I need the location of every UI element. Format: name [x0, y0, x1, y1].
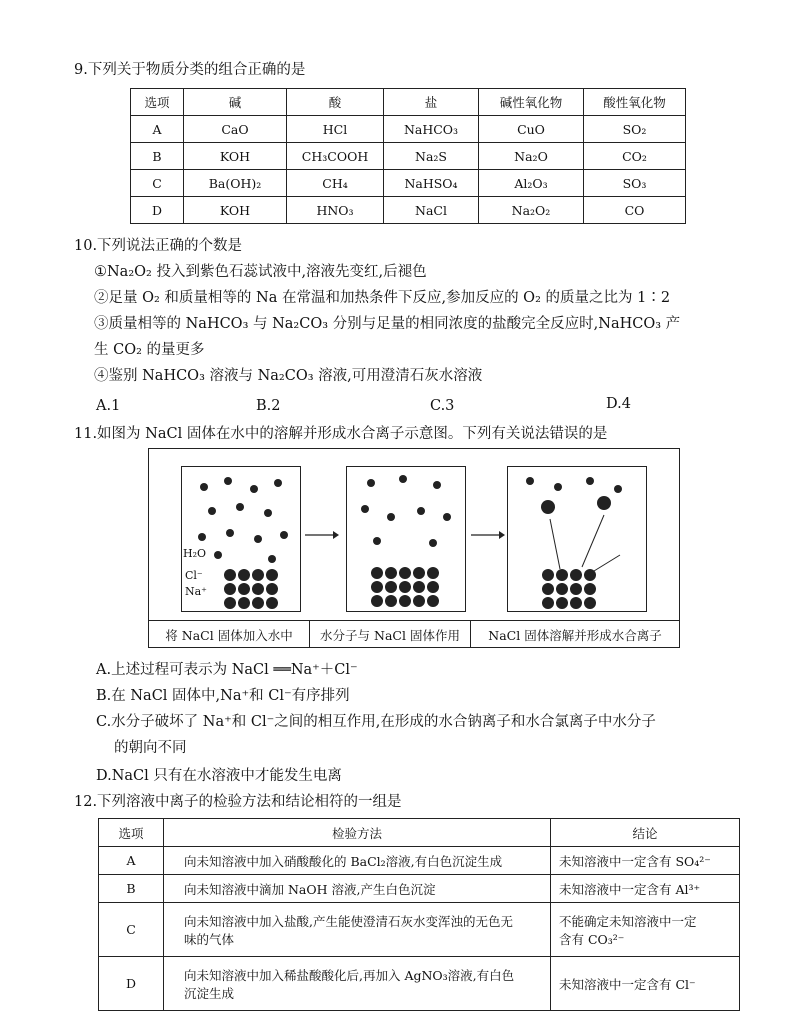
panel-hydrated-ions	[507, 466, 647, 612]
cell: HCl	[287, 116, 384, 143]
cell: Al₂O₃	[479, 170, 584, 197]
table-row	[131, 143, 686, 170]
cell: C	[131, 170, 184, 197]
arrow-right-icon	[303, 529, 339, 541]
cell: SO₃	[584, 170, 686, 197]
cell-conclusion: 未知溶液中一定含有 Al³⁺	[551, 875, 740, 903]
q10-option-d: D.4	[606, 396, 631, 412]
table-row	[99, 847, 740, 875]
label-cl-ion: Cl⁻	[185, 569, 203, 582]
cell: NaHSO₄	[384, 170, 479, 197]
q12-stem: 12.下列溶液中离子的检验方法和结论相符的一组是	[74, 794, 402, 810]
cell: Na₂O	[479, 143, 584, 170]
q10-statement-1: ①Na₂O₂ 投入到紫色石蕊试液中,溶液先变红,后褪色	[94, 264, 427, 280]
caption-step-3: NaCl 固体溶解并形成水合离子	[488, 627, 662, 643]
cell: CO	[584, 197, 686, 224]
q10-stem: 10.下列说法正确的个数是	[74, 238, 243, 254]
figure-caption-row	[149, 620, 679, 648]
q10-statement-2: ②足量 O₂ 和质量相等的 Na 在常温和加热条件下反应,参加反应的 O₂ 的质量之比为 1∶2	[94, 290, 671, 306]
q12-header: 检验方法	[164, 819, 551, 847]
q10-option-a: A.1	[96, 398, 121, 414]
cell-method	[164, 957, 551, 1011]
caption-step-2: 水分子与 NaCl 固体作用	[310, 621, 471, 648]
q11-option-d: D.NaCl 只有在水溶液中才能发生电离	[96, 768, 342, 784]
label-na-ion: Na⁺	[185, 585, 207, 598]
method-line-1: 向未知溶液中加入盐酸,产生能使澄清石灰水变浑浊的无色无	[184, 913, 513, 929]
q12-header: 结论	[551, 819, 740, 847]
conclusion-line-2: 含有 CO₃²⁻	[559, 931, 625, 947]
cell-conclusion: 未知溶液中一定含有 SO₄²⁻	[551, 847, 740, 875]
table-row	[99, 957, 740, 1011]
arrow-right-icon	[469, 529, 505, 541]
q12-header-row	[99, 819, 740, 847]
q10-statement-3a: ③质量相等的 NaHCO₃ 与 Na₂CO₃ 分别与足量的相同浓度的盐酸完全反应时,NaHCO₃ 产	[94, 316, 681, 332]
caption-step-1: 将 NaCl 固体加入水中	[149, 621, 310, 648]
q11-option-c: C.水分子破坏了 Na⁺和 Cl⁻之间的相互作用,在形成的水合钠离子和水合氯离子中水分子	[96, 714, 656, 730]
q9-stem: 9.下列关于物质分类的组合正确的是	[74, 62, 306, 78]
cell: Na₂O₂	[479, 197, 584, 224]
cell: CO₂	[584, 143, 686, 170]
method-line-2: 味的气体	[184, 931, 235, 947]
cell-method: 向未知溶液中加入硝酸酸化的 BaCl₂溶液,有白色沉淀生成	[164, 847, 551, 875]
label-h2o: H₂O	[183, 547, 207, 560]
table-row	[99, 875, 740, 903]
table-row	[131, 170, 686, 197]
cell: CuO	[479, 116, 584, 143]
q10-option-c: C.3	[430, 398, 455, 414]
q11-option-a: A.上述过程可表示为 NaCl ══Na⁺＋Cl⁻	[96, 662, 358, 678]
q11-option-c-cont: 的朝向不同	[114, 740, 187, 756]
conclusion-line-1: 不能确定未知溶液中一定	[559, 913, 697, 929]
q9-header-row	[131, 89, 686, 116]
q12-header: 选项	[99, 819, 164, 847]
cell: HNO₃	[287, 197, 384, 224]
cell-conclusion: 未知溶液中一定含有 Cl⁻	[551, 957, 740, 1011]
q9-header: 酸性氧化物	[584, 89, 686, 116]
q10-statement-4: ④鉴别 NaHCO₃ 溶液与 Na₂CO₃ 溶液,可用澄清石灰水溶液	[94, 368, 483, 384]
method-line-1: 向未知溶液中加入稀盐酸酸化后,再加入 AgNO₃溶液,有白色	[184, 967, 515, 983]
molecule-diagram-2	[347, 467, 465, 611]
cell: KOH	[184, 197, 287, 224]
cell-option: C	[99, 903, 164, 957]
cell: NaHCO₃	[384, 116, 479, 143]
q12-table	[98, 818, 740, 1011]
cell: CH₃COOH	[287, 143, 384, 170]
q10-option-b: B.2	[256, 398, 281, 414]
cell: D	[131, 197, 184, 224]
cell: B	[131, 143, 184, 170]
cell-method: 向未知溶液中滴加 NaOH 溶液,产生白色沉淀	[164, 875, 551, 903]
q9-header: 盐	[384, 89, 479, 116]
molecule-diagram-3	[508, 467, 646, 611]
q11-stem: 11.如图为 NaCl 固体在水中的溶解并形成水合离子示意图。下列有关说法错误的是	[74, 426, 608, 442]
q9-header: 碱	[184, 89, 287, 116]
q9-table	[130, 88, 686, 224]
cell-conclusion	[551, 903, 740, 957]
cell-option: B	[99, 875, 164, 903]
panel-water-interacts	[346, 466, 466, 612]
q9-header: 选项	[131, 89, 184, 116]
cell: CH₄	[287, 170, 384, 197]
cell: A	[131, 116, 184, 143]
table-row	[131, 197, 686, 224]
cell-option: D	[99, 957, 164, 1011]
cell: KOH	[184, 143, 287, 170]
q11-option-b: B.在 NaCl 固体中,Na⁺和 Cl⁻有序排列	[96, 688, 350, 704]
q9-header: 碱性氧化物	[479, 89, 584, 116]
cell: Na₂S	[384, 143, 479, 170]
q10-statement-3b: 生 CO₂ 的量更多	[94, 342, 205, 358]
table-row	[131, 116, 686, 143]
table-row	[99, 903, 740, 957]
q9-header: 酸	[287, 89, 384, 116]
nacl-dissolution-figure	[148, 448, 680, 648]
cell: CaO	[184, 116, 287, 143]
cell: Ba(OH)₂	[184, 170, 287, 197]
method-line-2: 沉淀生成	[184, 985, 235, 1001]
cell-option: A	[99, 847, 164, 875]
cell-method	[164, 903, 551, 957]
cell: NaCl	[384, 197, 479, 224]
cell: SO₂	[584, 116, 686, 143]
